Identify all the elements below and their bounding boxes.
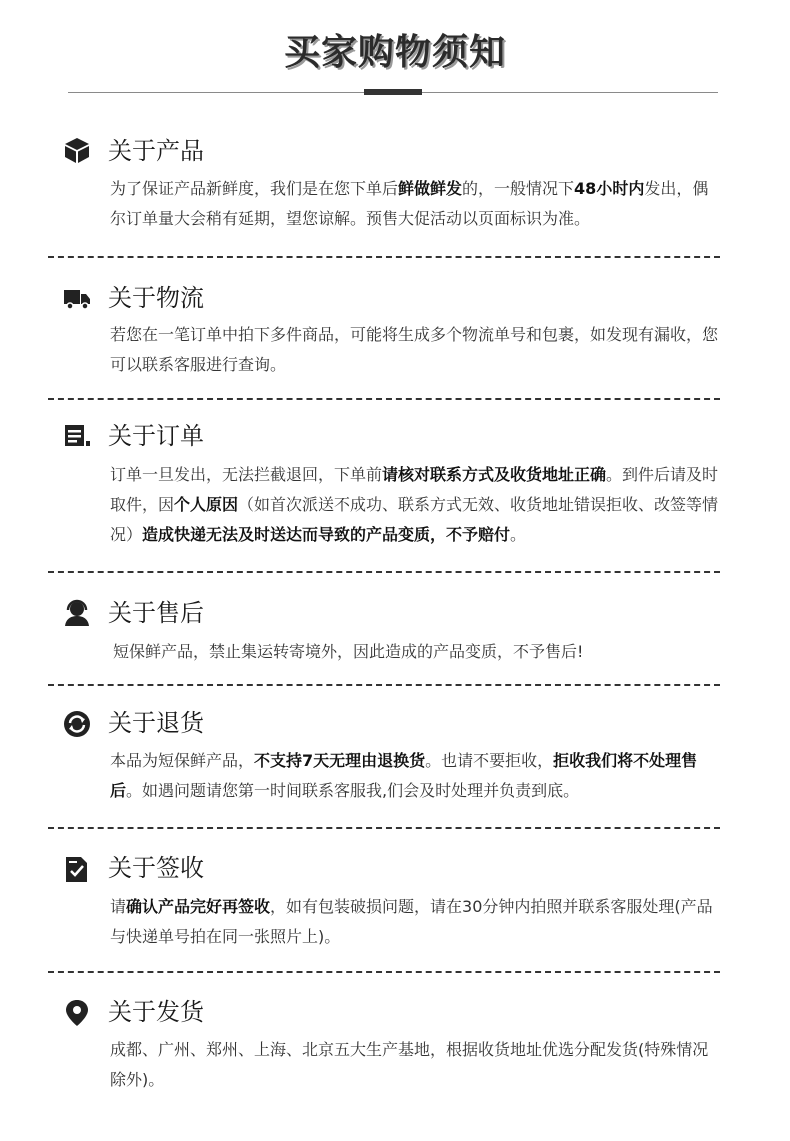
emphasis-text: 请核对联系方式及收货地址正确: [382, 465, 607, 484]
section-body-order: [110, 460, 720, 550]
emphasis-text: 不支持7天无理由退换货: [254, 751, 426, 770]
section-heading-aftersales: 关于售后: [108, 599, 204, 627]
body-text: 成都、广州、郑州、上海、北京五大生产基地，根据收货地址优选分配发货(特殊情况除外)。: [110, 1040, 709, 1089]
body-text: 。如遇问题请您第一时间联系客服我,们会及时处理并负责到底。: [126, 781, 580, 800]
emphasis-text: 个人原因: [174, 495, 239, 514]
section-heading-signing: 关于签收: [108, 854, 204, 882]
section-divider: [48, 256, 720, 258]
body-text: 订单一旦发出，无法拦截退回，下单前: [110, 465, 383, 484]
body-text: （如首次派送不成功、联系方式无效、收货地址错误拒收、改签等情况）: [110, 495, 719, 544]
body-text: 。也请不要拒收，: [425, 751, 554, 770]
package-icon: [62, 135, 92, 165]
location-pin-icon: [62, 998, 92, 1028]
section-body-shipping: [110, 1035, 720, 1095]
body-text: 。到件后请及时取件，因: [110, 465, 719, 514]
section-divider: [48, 571, 720, 573]
body-text: 的，一般情况下: [462, 179, 575, 198]
emphasis-text: 48小时内: [574, 179, 645, 198]
body-text: 请: [110, 897, 127, 916]
section-heading-returns: 关于退货: [108, 709, 204, 737]
customer-service-icon: [62, 598, 92, 628]
section-divider: [48, 398, 720, 400]
refresh-return-icon: [62, 709, 92, 739]
section-body-returns: [110, 746, 720, 806]
body-text: ，如有包装破损问题，请在30分钟内拍照并联系客服处理(产品与快递单号拍在同一张照片上)。: [110, 897, 713, 946]
body-text: 发出，偶尔订单量大会稍有延期，望您谅解。预售大促活动以页面标识为准。: [110, 179, 709, 228]
body-text: 若您在一笔订单中拍下多件商品，可能将生成多个物流单号和包裹，如发现有漏收，您可以联系客服进行查询。: [110, 325, 719, 374]
section-body-logistics: [110, 320, 720, 380]
section-heading-product: 关于产品: [108, 137, 204, 165]
section-body-signing: [110, 892, 720, 952]
body-text: 短保鲜产品，禁止集运转寄境外，因此造成的产品变质，不予售后!: [113, 642, 584, 661]
section-divider: [48, 827, 720, 829]
section-body-aftersales: [113, 637, 723, 667]
page-title: 买家购物须知: [283, 32, 506, 73]
body-text: 本品为短保鲜产品，: [110, 751, 255, 770]
body-text: 为了保证产品新鲜度，我们是在您下单后: [110, 179, 399, 198]
sign-document-icon: [62, 854, 92, 884]
section-divider: [48, 971, 720, 973]
title-accent-bar: [364, 89, 422, 95]
section-divider: [48, 684, 720, 686]
emphasis-text: 造成快递无法及时送达而导致的产品变质，不予赔付: [142, 525, 511, 544]
emphasis-text: 鲜做鲜发: [398, 179, 463, 198]
section-heading-shipping: 关于发货: [108, 998, 204, 1026]
body-text: 。: [510, 525, 527, 544]
section-heading-order: 关于订单: [108, 422, 204, 450]
delivery-truck-icon: [62, 283, 92, 313]
section-heading-logistics: 关于物流: [108, 284, 204, 312]
section-body-product: [110, 174, 720, 234]
order-receipt-icon: [62, 421, 92, 451]
emphasis-text: 确认产品完好再签收: [126, 897, 271, 916]
emphasis-text: 拒收我们将不处理售后: [110, 751, 698, 800]
